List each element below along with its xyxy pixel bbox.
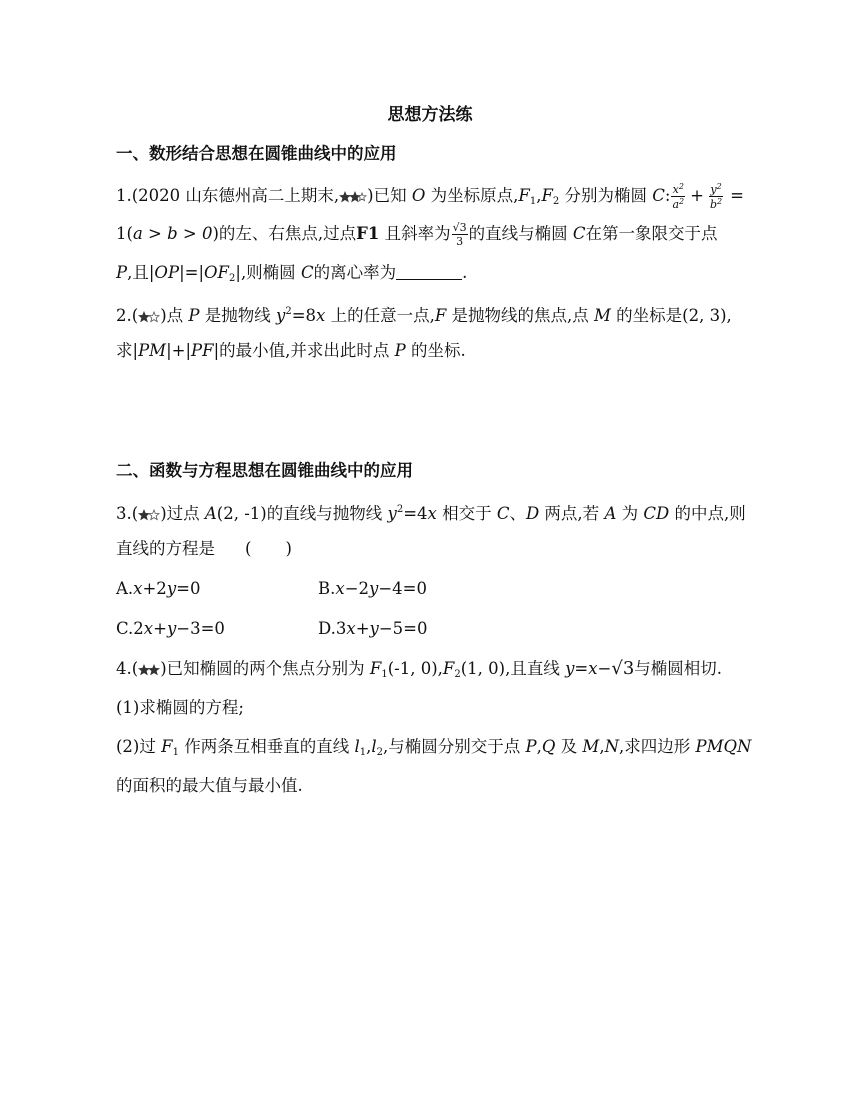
difficulty-stars-icon (138, 663, 160, 677)
question-4-line-1: 4.( )已知椭圆的两个焦点分别为 $F_1(-1$, $0),F_2(1$, 0),且直线 y=x−√3与椭圆相切. (116, 658, 723, 680)
question-4-part-1: (1)求椭圆的方程; (116, 698, 244, 717)
question-4-part-2-line-1: (2)过 $F_1$ 作两条互相垂直的直线 $l_1,l_2$,与椭圆分别交于点 P,Q 及 M,N,求四边形 PMQN (116, 737, 752, 758)
fraction-x2-over-a2: $\frac{x^2}{a^2}$ (672, 182, 685, 211)
answer-blank[interactable] (396, 265, 462, 280)
question-1-line-2: 1(a > b > 0)的左、右焦点,过点F1 且斜率为 $\frac{√3}{3}$ 的直线与椭圆 C在第一象限交于点 (116, 221, 718, 248)
page-title: 思想方法练 (387, 105, 473, 125)
question-1-line-3: P,且$|OP|=|OF_2|$,则椭圆 C的离心率为 . (116, 263, 468, 284)
question-2-line-2: 求|PM|+|PF|的最小值,并求出此时点 P 的坐标. (116, 341, 466, 360)
question-3-line-2: 直线的方程是 ( ) (116, 539, 292, 558)
question-3-line-1: 3.( )过点 A(2, -1)的直线与抛物线 $y^2=4x$ 相交于 C、D 两点,若 A 为 CD 的中点,则 (116, 504, 746, 523)
option-c[interactable]: C.2x+y−3=0 (116, 619, 225, 638)
option-b[interactable]: B.x−2y−4=0 (318, 579, 427, 598)
question-4-part-2-line-2: 的面积的最大值与最小值. (116, 776, 303, 795)
difficulty-stars-icon (138, 508, 160, 522)
option-d[interactable]: D.3x+y−5=0 (318, 619, 428, 638)
question-1-line-1: 1.(2020 山东德州高二上期末, )已知 O 为坐标原点$,F_1,F_2$ 分别为椭圆 C: $\frac{x^2}{a^2}$ + $\frac{y^2}{b^2}$ = (116, 182, 744, 211)
fraction-y2-over-b2: $\frac{y^2}{b^2}$ (709, 182, 723, 211)
section-heading-2: 二、函数与方程思想在圆锥曲线中的应用 (116, 461, 413, 480)
difficulty-stars-icon (339, 190, 367, 204)
difficulty-stars-icon (138, 310, 160, 324)
section-heading-1: 一、数形结合思想在圆锥曲线中的应用 (116, 144, 397, 163)
option-a[interactable]: A.x+2y=0 (116, 579, 201, 598)
question-2-line-1: 2.( )点 P 是抛物线 $y^2=8x$ 上的任意一点,F 是抛物线的焦点,点 M 的坐标是(2, 3), (116, 306, 732, 325)
fraction-sqrt3-over-3: $\frac{√3}{3}$ (452, 221, 467, 248)
